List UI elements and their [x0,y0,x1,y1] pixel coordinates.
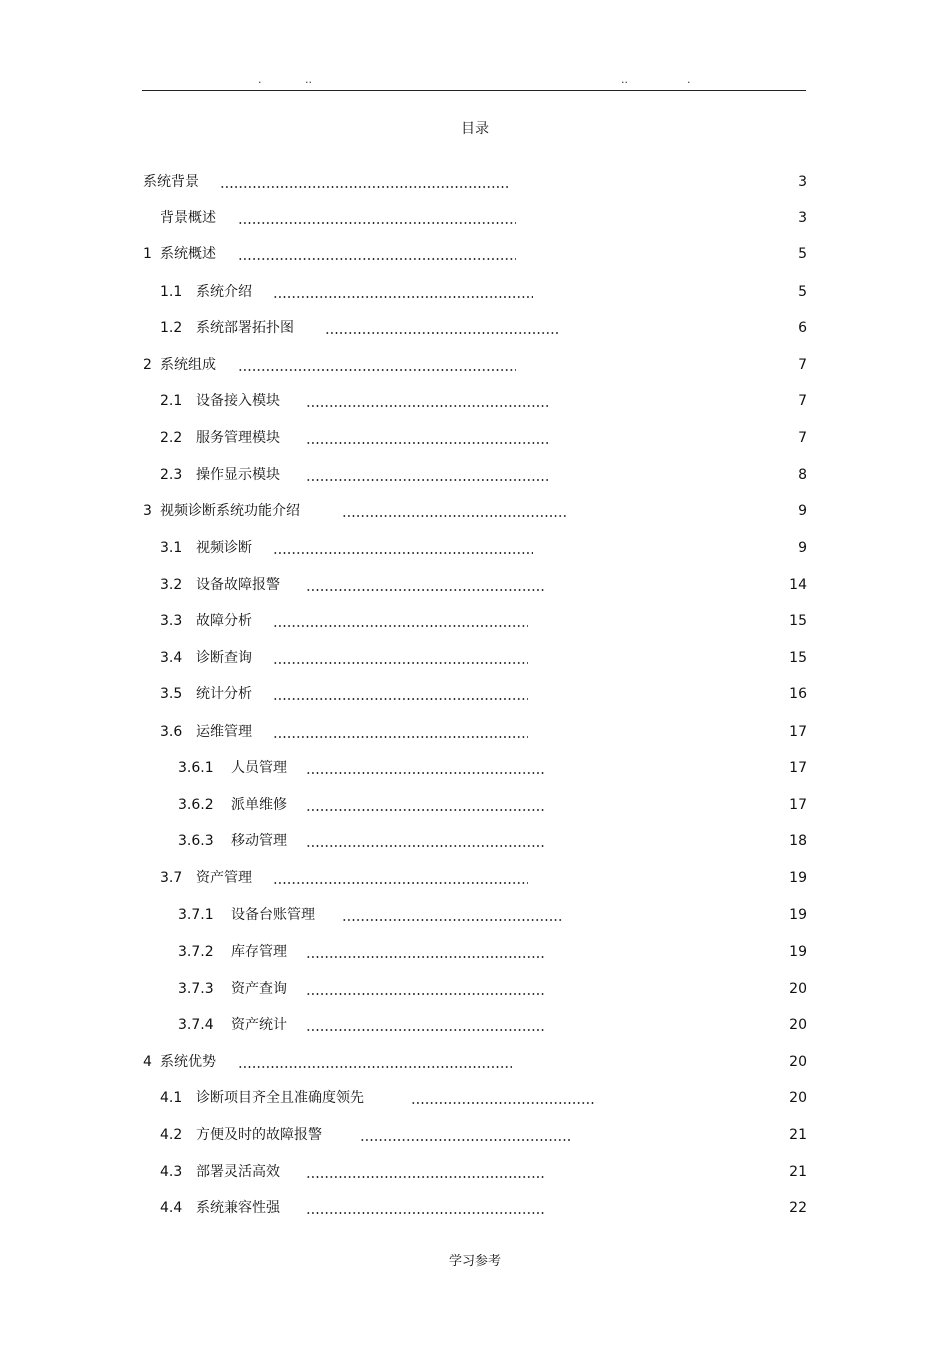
toc-entry-page: 22 [789,1200,807,1216]
toc-entry[interactable] [0,647,950,669]
toc-dot-leader [273,647,528,669]
toc-dot-leader [273,610,528,632]
toc-entry-number: 4.3 [160,1164,183,1180]
toc-entry-title: 背景概述 [160,210,216,226]
toc-entry[interactable] [0,537,950,559]
toc-entry-number: 4 [143,1054,152,1070]
toc-entry-number: 2 [143,357,152,373]
toc-dot-leader [238,354,516,376]
toc-entry-title: 资产管理 [196,870,252,886]
toc-entry-page: 21 [789,1164,807,1180]
toc-dot-leader [306,464,548,486]
toc-entry-page: 6 [798,320,807,336]
header-mark: . [258,73,262,86]
toc-entry-page: 17 [789,760,807,776]
toc-entry[interactable] [0,794,950,816]
toc-entry[interactable] [0,1161,950,1183]
toc-entry[interactable] [0,243,950,265]
toc-dot-leader [273,281,533,303]
toc-dot-leader [411,1087,596,1109]
toc-dot-leader [306,757,544,779]
toc-dot-leader [306,1197,544,1219]
toc-entry-number: 1 [143,246,152,262]
toc-entry-title: 系统优势 [160,1054,216,1070]
toc-dot-leader [273,683,528,705]
toc-dot-leader [342,500,567,522]
toc-entry-title: 资产查询 [231,981,287,997]
toc-entry-title: 系统概述 [160,246,216,262]
toc-entry-number: 3.6.2 [178,797,214,813]
toc-dot-leader [306,1014,544,1036]
toc-entry-page: 17 [789,724,807,740]
toc-entry-title: 运维管理 [196,724,252,740]
toc-entry-page: 9 [798,540,807,556]
toc-entry[interactable] [0,171,950,193]
toc-entry-title: 视频诊断系统功能介绍 [160,503,300,519]
toc-entry-title: 系统兼容性强 [196,1200,280,1216]
toc-entry-page: 5 [798,284,807,300]
toc-entry-page: 14 [789,577,807,593]
toc-entry[interactable] [0,904,950,926]
toc-entry-page: 20 [789,1054,807,1070]
toc-entry[interactable] [0,830,950,852]
toc-entry[interactable] [0,1124,950,1146]
toc-entry-number: 3 [143,503,152,519]
toc-entry-title: 服务管理模块 [196,430,280,446]
toc-entry-page: 7 [798,430,807,446]
toc-dot-leader [220,171,508,193]
toc-entry-page: 20 [789,981,807,997]
toc-dot-leader [306,830,544,852]
toc-dot-leader [273,721,528,743]
toc-entry-title: 资产统计 [231,1017,287,1033]
toc-entry[interactable] [0,1051,950,1073]
toc-entry[interactable] [0,941,950,963]
toc-entry-page: 17 [789,797,807,813]
toc-entry-number: 3.2 [160,577,183,593]
toc-entry-number: 3.7.4 [178,1017,214,1033]
toc-entry[interactable] [0,978,950,1000]
toc-entry[interactable] [0,354,950,376]
header-mark: .. [621,73,628,86]
toc-entry-title: 派单维修 [231,797,287,813]
toc-entry-page: 9 [798,503,807,519]
toc-entry-title: 诊断查询 [196,650,252,666]
toc-entry-number: 4.1 [160,1090,183,1106]
toc-entry[interactable] [0,427,950,449]
toc-entry[interactable] [0,207,950,229]
toc-dot-leader [306,978,544,1000]
toc-entry-page: 19 [789,870,807,886]
toc-entry-number: 3.4 [160,650,183,666]
toc-entry-page: 15 [789,650,807,666]
toc-dot-leader [306,427,548,449]
toc-entry-page: 20 [789,1017,807,1033]
toc-entry-page: 18 [789,833,807,849]
toc-entry-number: 3.6.3 [178,833,214,849]
toc-entry-number: 1.2 [160,320,183,336]
toc-entry[interactable] [0,500,950,522]
toc-entry-page: 21 [789,1127,807,1143]
toc-entry-number: 4.2 [160,1127,183,1143]
toc-dot-leader [238,1051,512,1073]
toc-entry-page: 7 [798,357,807,373]
toc-entry-number: 4.4 [160,1200,183,1216]
toc-dot-leader [306,794,544,816]
toc-entry[interactable] [0,867,950,889]
toc-entry-page: 16 [789,686,807,702]
toc-entry-page: 20 [789,1090,807,1106]
toc-dot-leader [306,574,544,596]
toc-entry[interactable] [0,1197,950,1219]
toc-entry-title: 方便及时的故障报警 [196,1127,322,1143]
page-footer: 学习参考 [448,1254,501,1269]
toc-entry-title: 系统组成 [160,357,216,373]
toc-entry-title: 移动管理 [231,833,287,849]
toc-title: 目录 [461,121,489,137]
toc-entry-number: 3.6 [160,724,183,740]
toc-entry-number: 1.1 [160,284,183,300]
toc-dot-leader [306,390,548,412]
toc-dot-leader [273,537,533,559]
toc-entry-number: 2.1 [160,393,183,409]
toc-dot-leader [360,1124,571,1146]
header-mark: . [687,73,691,86]
toc-entry-page: 3 [798,174,807,190]
toc-entry-title: 系统介绍 [196,284,252,300]
toc-entry-title: 人员管理 [231,760,287,776]
toc-entry[interactable] [0,683,950,705]
toc-entry-title: 故障分析 [196,613,252,629]
toc-entry[interactable] [0,721,950,743]
toc-entry-number: 3.7 [160,870,183,886]
toc-entry[interactable] [0,1014,950,1036]
toc-entry[interactable] [0,281,950,303]
toc-dot-leader [325,317,558,339]
toc-entry-title: 部署灵活高效 [196,1164,280,1180]
toc-entry-title: 库存管理 [231,944,287,960]
toc-entry-number: 2.2 [160,430,183,446]
toc-entry-number: 3.3 [160,613,183,629]
toc-entry-page: 7 [798,393,807,409]
toc-entry-number: 3.7.1 [178,907,214,923]
toc-entry-number: 3.5 [160,686,183,702]
toc-entry-page: 8 [798,467,807,483]
toc-entry[interactable] [0,574,950,596]
toc-entry-number: 3.7.2 [178,944,214,960]
toc-entry[interactable] [0,390,950,412]
toc-entry-title: 设备台账管理 [231,907,315,923]
toc-entry-page: 5 [798,246,807,262]
toc-entry[interactable] [0,757,950,779]
toc-entry-title: 诊断项目齐全且准确度领先 [196,1090,364,1106]
toc-dot-leader [306,941,544,963]
toc-entry[interactable] [0,464,950,486]
toc-entry-number: 3.1 [160,540,183,556]
toc-entry-number: 3.6.1 [178,760,214,776]
toc-entry-title: 系统背景 [143,174,199,190]
toc-dot-leader [238,243,516,265]
header-mark: .. [305,73,312,86]
page-header [142,70,806,91]
toc-entry-page: 3 [798,210,807,226]
toc-dot-leader [342,904,562,926]
toc-entry-number: 3.7.3 [178,981,214,997]
toc-entry[interactable] [0,317,950,339]
toc-entry-title: 设备故障报警 [196,577,280,593]
toc-entry[interactable] [0,610,950,632]
toc-dot-leader [273,867,528,889]
toc-dot-leader [238,207,516,229]
toc-entry-title: 系统部署拓扑图 [196,320,294,336]
toc-entry-page: 19 [789,907,807,923]
toc-entry-title: 视频诊断 [196,540,252,556]
toc-dot-leader [306,1161,544,1183]
toc-entry-page: 19 [789,944,807,960]
toc-entry-title: 操作显示模块 [196,467,280,483]
toc-entry[interactable] [0,1087,950,1109]
toc-entry-title: 设备接入模块 [196,393,280,409]
toc-entry-number: 2.3 [160,467,183,483]
toc-entry-title: 统计分析 [196,686,252,702]
toc-entry-page: 15 [789,613,807,629]
